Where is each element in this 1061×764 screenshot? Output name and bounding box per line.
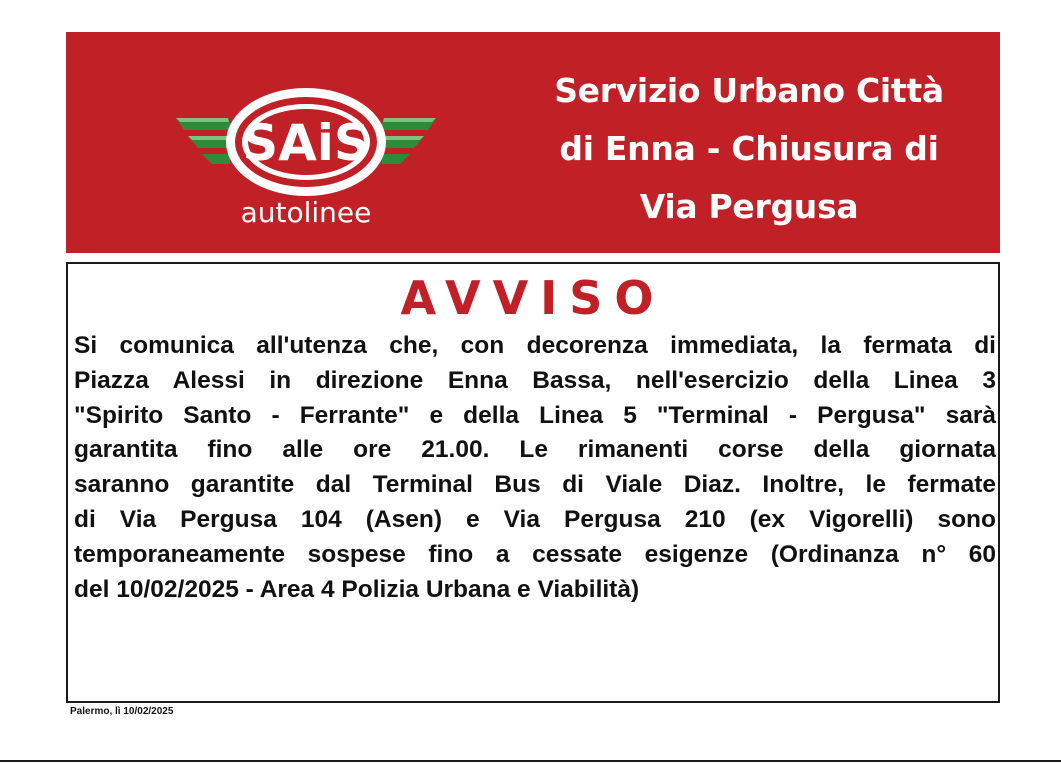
notice-line: Si comunica all'utenza che, con decorenza immediata, la fermata di bbox=[74, 332, 996, 359]
notice-line: temporaneamente sospese fino a cessate esigenze (Ordinanza n° 60 bbox=[74, 540, 996, 568]
logo-subtext: autolinee bbox=[240, 196, 372, 229]
notice-line: di Via Pergusa 104 (Asen) e Via Pergusa 210 (ex Vigorelli) sono bbox=[74, 505, 996, 533]
title-line: Servizio Urbano Città bbox=[554, 71, 944, 110]
notice-line: Piazza Alessi in direzione Enna Bassa, nell'esercizio della Linea 3 bbox=[74, 366, 996, 394]
notice-body bbox=[74, 329, 996, 607]
left-wing-icon bbox=[176, 118, 232, 164]
title-line: Via Pergusa bbox=[639, 187, 859, 226]
notice-line: "Spirito Santo - Ferrante" e della Linea 5 "Terminal - Pergusa" sarà bbox=[74, 401, 996, 429]
sais-logo-graphic bbox=[166, 80, 446, 230]
footer-date: Palermo, lì 10/02/2025 bbox=[70, 706, 174, 717]
notice-line: saranno garantite dal Terminal Bus di Viale Diaz. Inoltre, le fermate bbox=[74, 471, 996, 499]
title-line: di Enna - Chiusura di bbox=[559, 129, 939, 168]
notice-heading: AVVISO bbox=[400, 271, 666, 325]
page-title bbox=[524, 62, 974, 236]
sais-logo bbox=[166, 80, 446, 230]
logo-text: SAiS bbox=[242, 114, 370, 172]
notice-line: del 10/02/2025 - Area 4 Polizia Urbana e Viabilità) bbox=[74, 575, 640, 603]
right-wing-icon bbox=[380, 118, 436, 164]
notice-box bbox=[66, 262, 1000, 703]
bottom-divider bbox=[0, 760, 1061, 762]
header-banner bbox=[66, 32, 1000, 253]
notice-line: garantita fino alle ore 21.00. Le rimanenti corse della giornata bbox=[74, 436, 996, 464]
